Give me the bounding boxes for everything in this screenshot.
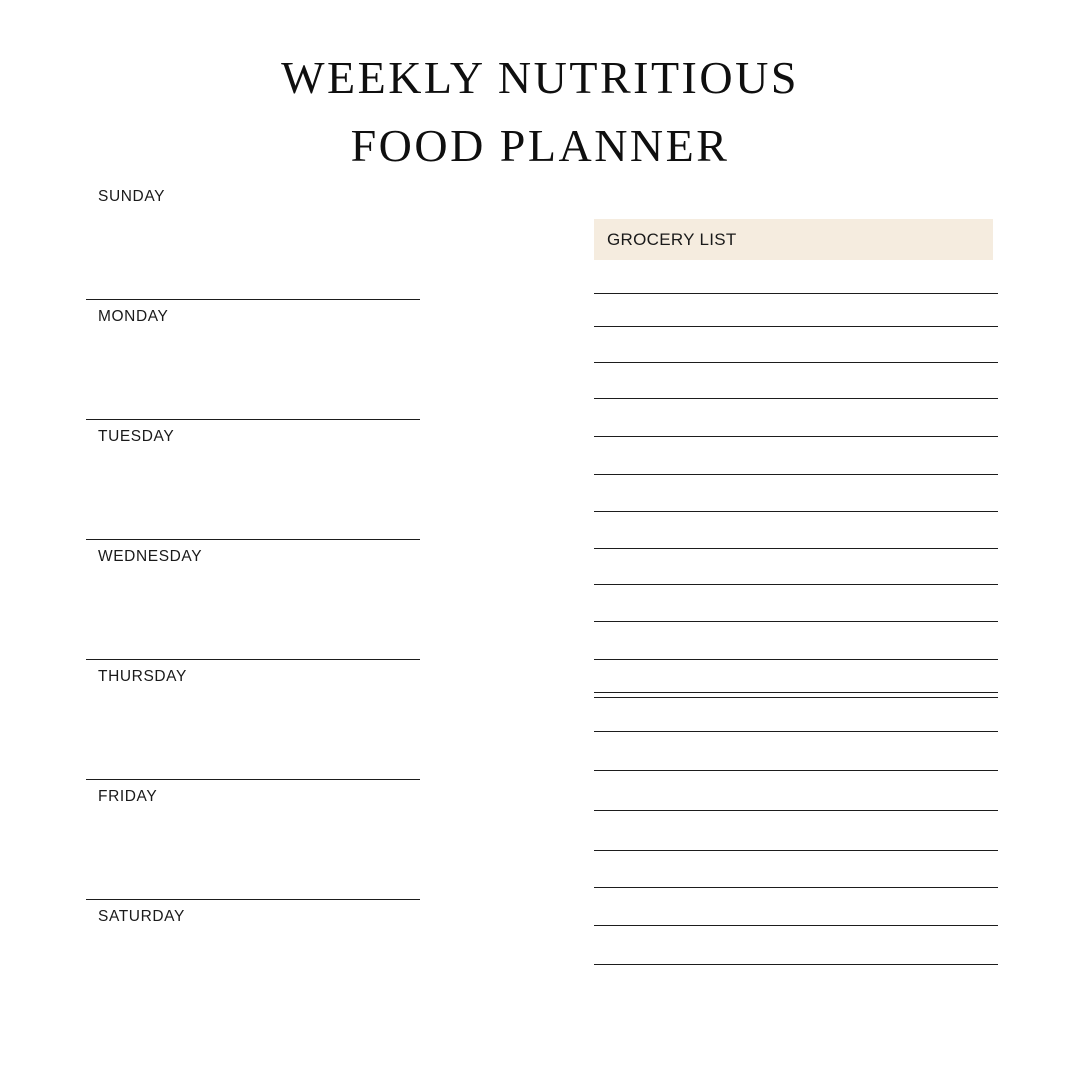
day-list xyxy=(86,180,420,1020)
grocery-line[interactable] xyxy=(594,436,998,437)
day-label-saturday: SATURDAY xyxy=(98,908,185,925)
grocery-line[interactable] xyxy=(594,731,998,732)
grocery-line[interactable] xyxy=(594,925,998,926)
day-label-friday: FRIDAY xyxy=(98,788,158,805)
title-line-1: WEEKLY NUTRITIOUS xyxy=(281,52,799,103)
day-row[interactable] xyxy=(86,900,420,1020)
day-label-thursday: THURSDAY xyxy=(98,668,187,685)
page-title xyxy=(0,44,1080,180)
grocery-line[interactable] xyxy=(594,850,998,851)
grocery-line[interactable] xyxy=(594,398,998,399)
grocery-line[interactable] xyxy=(594,810,998,811)
day-row[interactable] xyxy=(86,660,420,780)
grocery-line[interactable] xyxy=(594,659,998,660)
day-row[interactable] xyxy=(86,780,420,900)
grocery-line[interactable] xyxy=(594,511,998,512)
grocery-line[interactable] xyxy=(594,964,998,965)
day-row[interactable] xyxy=(86,300,420,420)
day-label-tuesday: TUESDAY xyxy=(98,428,175,445)
day-label-sunday: SUNDAY xyxy=(98,188,166,205)
day-row[interactable] xyxy=(86,180,420,300)
day-row[interactable] xyxy=(86,420,420,540)
grocery-line[interactable] xyxy=(594,770,998,771)
grocery-line[interactable] xyxy=(594,548,998,549)
grocery-line[interactable] xyxy=(594,621,998,622)
grocery-list-heading: GROCERY LIST xyxy=(607,229,737,249)
grocery-line[interactable] xyxy=(594,474,998,475)
day-label-wednesday: WEDNESDAY xyxy=(98,548,203,565)
title-line-2: FOOD PLANNER xyxy=(350,120,730,171)
grocery-line[interactable] xyxy=(594,362,998,363)
grocery-line[interactable] xyxy=(594,697,998,698)
grocery-line[interactable] xyxy=(594,887,998,888)
grocery-lines xyxy=(594,293,998,965)
day-row[interactable] xyxy=(86,540,420,660)
grocery-list-header xyxy=(594,219,993,260)
grocery-line[interactable] xyxy=(594,584,998,585)
grocery-line[interactable] xyxy=(594,692,998,693)
grocery-line[interactable] xyxy=(594,293,998,294)
grocery-line[interactable] xyxy=(594,326,998,327)
day-label-monday: MONDAY xyxy=(98,308,169,325)
grocery-list-section xyxy=(594,219,998,965)
